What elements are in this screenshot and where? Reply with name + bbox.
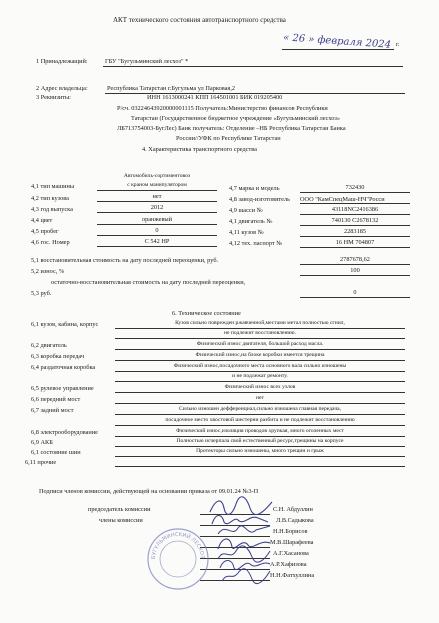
tech-label-steering: 6,5 рулевое управление bbox=[31, 385, 94, 392]
tech-underline-body-1 bbox=[115, 328, 405, 329]
owner-underline bbox=[103, 66, 403, 67]
residual-cost-rub-label: 5,3 руб. bbox=[31, 290, 52, 297]
tech-label-electric: 6,8 электрооборудование bbox=[31, 429, 98, 436]
tech-underline-front-axle bbox=[115, 403, 405, 404]
tech-value-battery: Полностью исчерпала свой естественный ресурс,трещины на корпусе bbox=[176, 438, 344, 444]
tech-value-tires: Протекторы сильно изношены, много трещин и грыж bbox=[196, 448, 324, 454]
tech-value-rear-axle-1: Сильно изношен дефференциал,сильно изношена главная передача, bbox=[178, 406, 342, 412]
tech-value-body-2: не подлежит восстановлению. bbox=[223, 330, 297, 336]
passport-underline bbox=[300, 247, 410, 248]
vehicle-type-underline bbox=[97, 190, 217, 191]
color-label: 4,4 цвет bbox=[31, 217, 53, 224]
tech-label-front-axle: 6,6 передний мост bbox=[31, 396, 81, 403]
tech-underline-body-2 bbox=[115, 338, 405, 339]
date-suffix: г. bbox=[396, 41, 400, 48]
tech-value-transfer-2: и не подлежат ремонту. bbox=[232, 373, 288, 379]
engine-label: 4,1 двигатель № bbox=[229, 218, 273, 225]
chassis-label: 4,9 шасси № bbox=[229, 207, 263, 214]
tech-label-body: 6,1 кузов, кабина, корпус bbox=[31, 321, 99, 328]
restoration-cost-label: 5,1 восстановительная стоимость на дату последней переоценки, руб. bbox=[31, 257, 219, 264]
requisites-line-2: Р/сч. 03224643920000001115 Получатель:Министерство финансов Республики bbox=[117, 105, 328, 112]
manufacturer-value: ООО "КамСпецМаш-НЧ"Росси bbox=[300, 196, 385, 203]
plate-label: 4,6 гос. Номер bbox=[31, 239, 70, 246]
tech-value-electric: Физический износ,изоляция проводов хрупкая, много оголенных мест bbox=[176, 428, 344, 434]
characteristics-title: 4. Характеристика транспортного средства bbox=[142, 146, 257, 153]
body-type-label: 4,2 тип кузова bbox=[31, 195, 69, 202]
tech-label-battery: 6,9 АКБ bbox=[31, 439, 53, 446]
vehicle-type-value-line1: Автомобиль-сортиментовоз bbox=[123, 173, 191, 179]
requisites-label: 3 Реквизиты: bbox=[36, 94, 71, 101]
tech-value-rear-axle-2: посадочное место хвостовой шестерни разбита и не подлежит восстановлению bbox=[165, 417, 355, 423]
member-name-7: Н.Н.Фатхуллина bbox=[270, 572, 315, 579]
chassis-underline bbox=[300, 214, 410, 215]
tech-underline-transfer-1 bbox=[115, 371, 405, 372]
tech-label-tires: 6,1 состояние шин bbox=[31, 449, 81, 456]
make-model-label: 4,7 марка и модель bbox=[229, 185, 280, 192]
chassis-value: 43118NC2416386 bbox=[331, 206, 379, 213]
plate-underline bbox=[97, 246, 217, 247]
make-model-underline bbox=[300, 192, 410, 193]
wear-value: 100 bbox=[350, 267, 360, 274]
requisites-line-1: ИНН 1613000241 КПП 164501001 БИК 019205400 bbox=[147, 94, 283, 101]
organization-stamp bbox=[146, 527, 210, 591]
passport-label: 4,12 тех. паспорт № bbox=[229, 240, 283, 247]
body-number-label: 4,11 кузов № bbox=[229, 229, 264, 236]
tech-underline-transfer-2 bbox=[115, 381, 405, 382]
tech-value-engine: Физический износ двигателя, большой расход масла. bbox=[196, 341, 324, 347]
engine-underline bbox=[300, 225, 410, 226]
tech-label-other: 6,11 прочие bbox=[25, 459, 57, 466]
commission-intro: Подписи членов комиссии, действующей на основании приказа от 09.01.24 №3-П bbox=[39, 488, 259, 495]
color-underline bbox=[97, 224, 217, 225]
body-number-value: 2283185 bbox=[343, 228, 367, 235]
handwritten-date: « 26 » февраля 2024 bbox=[282, 32, 392, 51]
document-title: АКТ технического состояния автотранспортного средства bbox=[113, 16, 286, 24]
tech-underline-engine bbox=[115, 349, 405, 350]
plate-value: С 542 НР bbox=[144, 238, 170, 245]
wear-label: 5,2 износ, % bbox=[31, 268, 65, 275]
tech-value-body-1: Кузов сильно поврежден ржавченной,местами метал полностью сгнил, bbox=[175, 320, 345, 326]
tech-value-steering: Физический износ всех узлов bbox=[224, 384, 296, 390]
restoration-cost-underline bbox=[300, 264, 410, 265]
wear-underline bbox=[300, 275, 410, 276]
tech-underline-gearbox bbox=[115, 360, 405, 361]
year-value: 2012 bbox=[150, 204, 164, 211]
tech-label-gearbox: 6,3 коробка передач bbox=[31, 353, 85, 360]
chair-label: председатель комиссии bbox=[88, 506, 151, 513]
mileage-underline bbox=[97, 235, 217, 236]
mileage-label: 4,5 пробег bbox=[31, 228, 59, 235]
tech-underline-steering bbox=[115, 392, 405, 393]
tech-value-front-axle: нет bbox=[256, 395, 264, 401]
manufacturer-underline bbox=[300, 203, 410, 204]
requisites-line-4: ЛБ713754003-БугЛес) Банк получатель: Отделение –НБ Республика Татарстан Банка bbox=[117, 125, 346, 132]
manufacturer-label: 4,8 завод-изготовитель bbox=[229, 196, 290, 203]
tech-value-transfer-1: Физический износ,посадочного места основного вала сильно изношены bbox=[173, 363, 347, 369]
member-name-3: Н.Н.Борисов bbox=[273, 528, 308, 535]
member-name-5: А.Г.Хасанова bbox=[273, 550, 309, 557]
engine-value: 740130 C2678132 bbox=[331, 217, 379, 224]
tech-underline-rear-axle-2 bbox=[115, 425, 405, 426]
tech-underline-electric bbox=[115, 436, 405, 437]
residual-cost-value: 0 bbox=[353, 289, 357, 296]
address-value: Республика Татарстан г.Бугульма ул Парковая,2 bbox=[107, 85, 236, 92]
member-name-2: Л.В.Садыкова bbox=[276, 517, 314, 524]
tech-label-engine: 6,2 двигатель bbox=[31, 342, 67, 349]
vehicle-type-label: 4,1 тип машины bbox=[31, 183, 75, 190]
signature-member-6 bbox=[218, 565, 274, 587]
date-underline bbox=[282, 49, 394, 50]
tech-underline-battery bbox=[115, 446, 405, 447]
member-name-6: А.Р.Хафизова bbox=[270, 561, 307, 568]
requisites-line-3: Татарстан (Государственное бюджетное учреждение «Бугульминский лесхоз» bbox=[131, 115, 341, 122]
owner-label: 1 Принадлежащий: bbox=[36, 58, 88, 65]
make-model-value: 732430 bbox=[345, 184, 365, 191]
tech-label-rear-axle: 6,7 задний мост bbox=[31, 407, 74, 414]
address-label: 2 Адрес владельца: bbox=[36, 85, 88, 92]
body-type-value: нет bbox=[152, 193, 162, 200]
mileage-value: 0 bbox=[155, 227, 159, 234]
body-number-underline bbox=[300, 236, 410, 237]
year-label: 4,3 год выпуска bbox=[31, 206, 73, 213]
members-label: члены комиссии bbox=[99, 517, 143, 524]
tech-label-transfer: 6,4 раздаточная коробка bbox=[31, 364, 96, 371]
vehicle-type-value-line2: с краном манипулятором bbox=[127, 182, 187, 188]
tech-underline-other bbox=[115, 466, 405, 467]
tech-value-gearbox: Физический износ,на блоке коробки имеется трещина bbox=[195, 352, 325, 358]
body-type-underline bbox=[97, 201, 217, 202]
residual-cost-label: остаточно-восстановительная стоимость на дату последней переоценки, bbox=[51, 279, 246, 286]
owner-value: ГБУ "Бугульминский лесхоз" * bbox=[105, 58, 189, 65]
stamp-text: БУГУЛЬМИНСКИЙ ЛЕСХОЗ bbox=[150, 531, 206, 560]
member-name-1: С.Н. Абдуллин bbox=[273, 506, 313, 513]
requisites-line-5: России//УФК по Республике Татарстан bbox=[176, 135, 281, 142]
residual-cost-underline bbox=[300, 297, 410, 298]
tech-underline-rear-axle-1 bbox=[115, 414, 405, 415]
member-name-4: М.В.Шарафеева bbox=[270, 539, 314, 546]
restoration-cost-value: 2787678,62 bbox=[340, 256, 370, 263]
year-underline bbox=[97, 212, 217, 213]
passport-value: 16 НМ 704807 bbox=[335, 239, 375, 246]
tech-state-title: 6. Техническое состояние bbox=[172, 310, 241, 317]
tech-underline-tires bbox=[115, 456, 405, 457]
color-value: оранжевый bbox=[141, 216, 173, 223]
